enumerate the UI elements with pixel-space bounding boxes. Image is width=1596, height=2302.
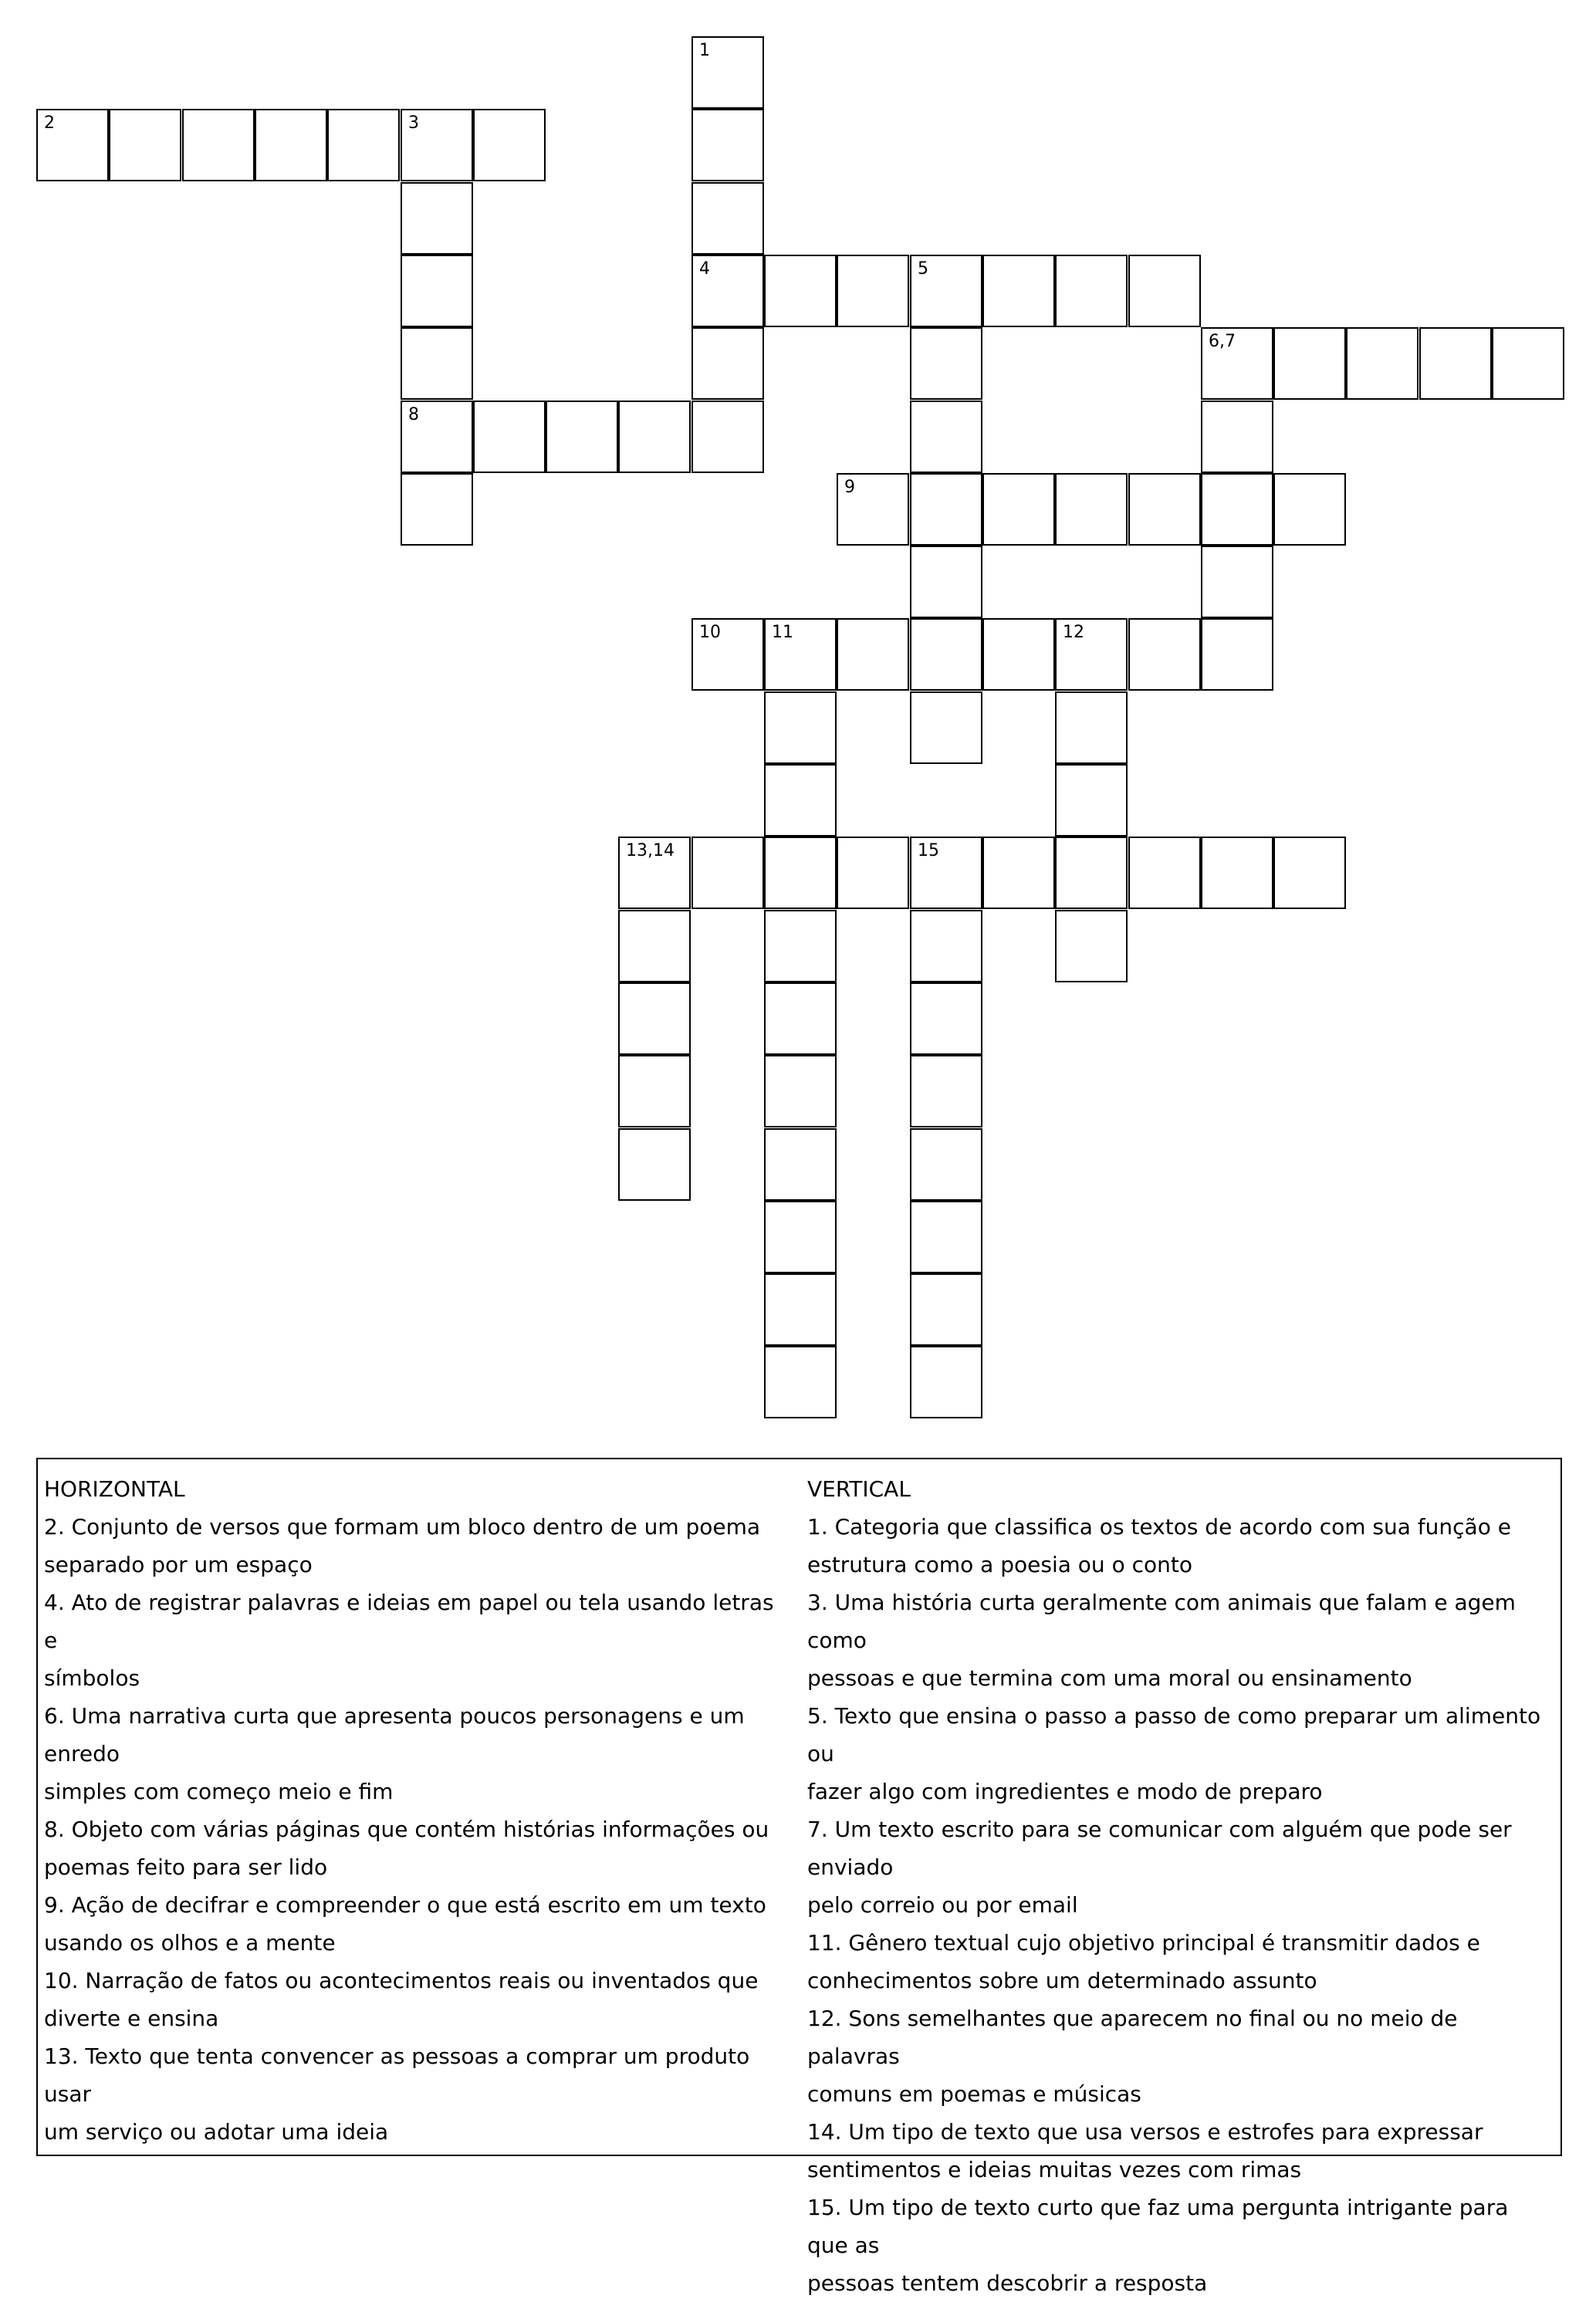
grid-cell[interactable] <box>109 109 181 181</box>
grid-cell[interactable] <box>764 1128 837 1201</box>
grid-cell[interactable] <box>691 36 764 109</box>
clue-line: 2. Conjunto de versos que formam um bloco dentro de um poema <box>44 1514 761 1540</box>
clue-line: 6. Uma narrativa curta que apresenta poucos personagens e um enredo <box>44 1703 745 1766</box>
grid-cell[interactable] <box>910 982 982 1055</box>
grid-cell[interactable] <box>618 1055 691 1127</box>
grid-cell[interactable] <box>1128 837 1201 909</box>
grid-cell[interactable] <box>764 837 837 909</box>
grid-cell[interactable] <box>691 182 764 255</box>
grid-cell[interactable] <box>1201 837 1273 909</box>
grid-cell[interactable] <box>764 1346 837 1418</box>
vertical-clues <box>807 1470 1548 2302</box>
grid-cell[interactable] <box>910 255 982 327</box>
clue-line: sentimentos e ideias muitas vezes com rimas <box>807 2157 1302 2182</box>
grid-cell[interactable] <box>910 1273 982 1346</box>
grid-cell[interactable] <box>691 327 764 400</box>
grid-cell[interactable] <box>910 473 982 546</box>
grid-cell[interactable] <box>36 109 109 181</box>
grid-cell[interactable] <box>764 255 837 327</box>
cell-number: 9 <box>844 478 855 497</box>
clue-line: 3. Uma história curta geralmente com animais que falam e agem como <box>807 1590 1516 1653</box>
grid-cell[interactable] <box>837 837 909 909</box>
grid-cell[interactable] <box>764 1273 837 1346</box>
clues-box <box>36 1458 1562 2296</box>
grid-cell[interactable] <box>764 618 837 691</box>
clue-line: 12. Sons semelhantes que aparecem no final ou no meio de palavras <box>807 2006 1458 2069</box>
grid-cell[interactable] <box>691 618 764 691</box>
clue-line: 13. Texto que tenta convencer as pessoas a comprar um produto usar <box>44 2043 750 2107</box>
clue-line: 9. Ação de decifrar e compreender o que está escrito em um texto <box>44 1892 766 1918</box>
cell-number: 3 <box>408 113 419 133</box>
clue-line: diverte e ensina <box>44 2006 219 2031</box>
cell-number: 6,7 <box>1209 332 1236 351</box>
grid-cell[interactable] <box>1128 473 1201 546</box>
clue-line: estrutura como a poesia ou o conto <box>807 1552 1192 1577</box>
grid-cell[interactable] <box>1055 255 1128 327</box>
clue-line: 11. Gênero textual cujo objetivo principal é transmitir dados e <box>807 1930 1480 1956</box>
grid-cell[interactable] <box>691 255 764 327</box>
grid-cell[interactable] <box>618 837 691 909</box>
grid-cell[interactable] <box>910 327 982 400</box>
grid-cell[interactable] <box>401 327 473 400</box>
grid-cell[interactable] <box>1055 691 1128 764</box>
clue-line: 14. Um tipo de texto que usa versos e estrofes para expressar <box>807 2119 1483 2145</box>
grid-cell[interactable] <box>910 401 982 473</box>
grid-cell[interactable] <box>473 109 546 181</box>
grid-cell[interactable] <box>1201 401 1273 473</box>
grid-cell[interactable] <box>1273 837 1346 909</box>
horizontal-heading: HORIZONTAL <box>44 1476 185 1502</box>
grid-cell[interactable] <box>764 691 837 764</box>
cell-number: 2 <box>44 113 55 133</box>
clue-line: usando os olhos e a mente <box>44 1930 336 1956</box>
grid-cell[interactable] <box>1128 618 1201 691</box>
cell-number: 4 <box>699 259 710 279</box>
clue-line: 15. Um tipo de texto curto que faz uma pergunta intrigante para que as <box>807 2195 1509 2258</box>
grid-cell[interactable] <box>1273 327 1346 400</box>
vertical-heading: VERTICAL <box>807 1476 911 1502</box>
grid-cell[interactable] <box>691 109 764 181</box>
grid-cell[interactable] <box>910 910 982 982</box>
clue-line: poemas feito para ser lido <box>44 1854 328 1880</box>
grid-cell[interactable] <box>1346 327 1418 400</box>
grid-cell[interactable] <box>1128 255 1201 327</box>
grid-cell[interactable] <box>618 982 691 1055</box>
grid-cell[interactable] <box>1201 327 1273 400</box>
grid-cell[interactable] <box>401 109 473 181</box>
horizontal-clue-list <box>44 1508 785 2151</box>
grid-cell[interactable] <box>1055 764 1128 837</box>
grid-cell[interactable] <box>837 473 909 546</box>
grid-cell[interactable] <box>1273 473 1346 546</box>
clue-line: comuns em poemas e músicas <box>807 2081 1141 2107</box>
grid-cell[interactable] <box>764 1055 837 1127</box>
cell-number: 5 <box>918 259 928 279</box>
clue-line: pessoas e que termina com uma moral ou ensinamento <box>807 1665 1412 1691</box>
grid-cell[interactable] <box>910 837 982 909</box>
cell-number: 13,14 <box>626 841 675 860</box>
clue-line: simples com começo meio e fim <box>44 1779 394 1804</box>
clue-line: pessoas tentem descobrir a resposta <box>807 2270 1208 2296</box>
grid-cell[interactable] <box>1419 327 1492 400</box>
grid-cell[interactable] <box>910 1128 982 1201</box>
clue-line: 10. Narração de fatos ou acontecimentos reais ou inventados que <box>44 1968 759 1993</box>
grid-cell[interactable] <box>473 401 546 473</box>
grid-cell[interactable] <box>910 1346 982 1418</box>
clue-line: pelo correio ou por email <box>807 1892 1078 1918</box>
clue-line: 5. Texto que ensina o passo a passo de como preparar um alimento ou <box>807 1703 1541 1766</box>
grid-cell[interactable] <box>691 837 764 909</box>
grid-cell[interactable] <box>1055 910 1128 982</box>
grid-cell[interactable] <box>618 910 691 982</box>
horizontal-clues <box>44 1470 785 2151</box>
grid-cell[interactable] <box>255 109 327 181</box>
clue-line: 1. Categoria que classifica os textos de acordo com sua função e <box>807 1514 1511 1540</box>
grid-cell[interactable] <box>910 1055 982 1127</box>
clue-line: 4. Ato de registrar palavras e ideias em papel ou tela usando letras e <box>44 1590 774 1653</box>
clue-line: conhecimentos sobre um determinado assunto <box>807 1968 1317 1993</box>
grid-cell[interactable] <box>910 1201 982 1273</box>
grid-cell[interactable] <box>1492 327 1564 400</box>
cell-number: 8 <box>408 405 419 424</box>
grid-cell[interactable] <box>982 618 1055 691</box>
vertical-clue-list <box>807 1508 1548 2302</box>
grid-cell[interactable] <box>401 401 473 473</box>
grid-cell[interactable] <box>837 618 909 691</box>
grid-cell[interactable] <box>910 618 982 691</box>
grid-cell[interactable] <box>401 182 473 255</box>
cell-number: 15 <box>918 841 939 860</box>
cell-number: 1 <box>699 41 710 60</box>
grid-cell[interactable] <box>1201 618 1273 691</box>
clue-line: fazer algo com ingredientes e modo de preparo <box>807 1779 1323 1804</box>
grid-cell[interactable] <box>910 546 982 618</box>
grid-cell[interactable] <box>546 401 618 473</box>
grid-cell[interactable] <box>1055 837 1128 909</box>
cell-number: 11 <box>772 623 793 642</box>
grid-cell[interactable] <box>982 473 1055 546</box>
clue-line: símbolos <box>44 1665 140 1691</box>
grid-cell[interactable] <box>1055 473 1128 546</box>
grid-cell[interactable] <box>982 837 1055 909</box>
clue-line: 8. Objeto com várias páginas que contém histórias informações ou <box>44 1817 769 1842</box>
cell-number: 10 <box>699 623 721 642</box>
grid-cell[interactable] <box>618 1128 691 1201</box>
grid-cell[interactable] <box>327 109 400 181</box>
grid-cell[interactable] <box>401 473 473 546</box>
grid-cell[interactable] <box>182 109 255 181</box>
grid-cell[interactable] <box>401 255 473 327</box>
clue-line: 7. Um texto escrito para se comunicar com alguém que pode ser enviado <box>807 1817 1512 1880</box>
grid-cell[interactable] <box>1201 546 1273 618</box>
grid-cell[interactable] <box>1055 618 1128 691</box>
cell-number: 12 <box>1063 623 1084 642</box>
clue-line: separado por um espaço <box>44 1552 313 1577</box>
grid-cell[interactable] <box>764 764 837 837</box>
grid-cell[interactable] <box>764 982 837 1055</box>
grid-cell[interactable] <box>837 255 909 327</box>
grid-cell[interactable] <box>1201 473 1273 546</box>
grid-cell[interactable] <box>982 255 1055 327</box>
grid-cell[interactable] <box>764 1201 837 1273</box>
grid-cell[interactable] <box>691 401 764 473</box>
grid-cell[interactable] <box>618 401 691 473</box>
grid-cell[interactable] <box>910 691 982 764</box>
clue-line: um serviço ou adotar uma ideia <box>44 2119 389 2145</box>
grid-cell[interactable] <box>764 910 837 982</box>
